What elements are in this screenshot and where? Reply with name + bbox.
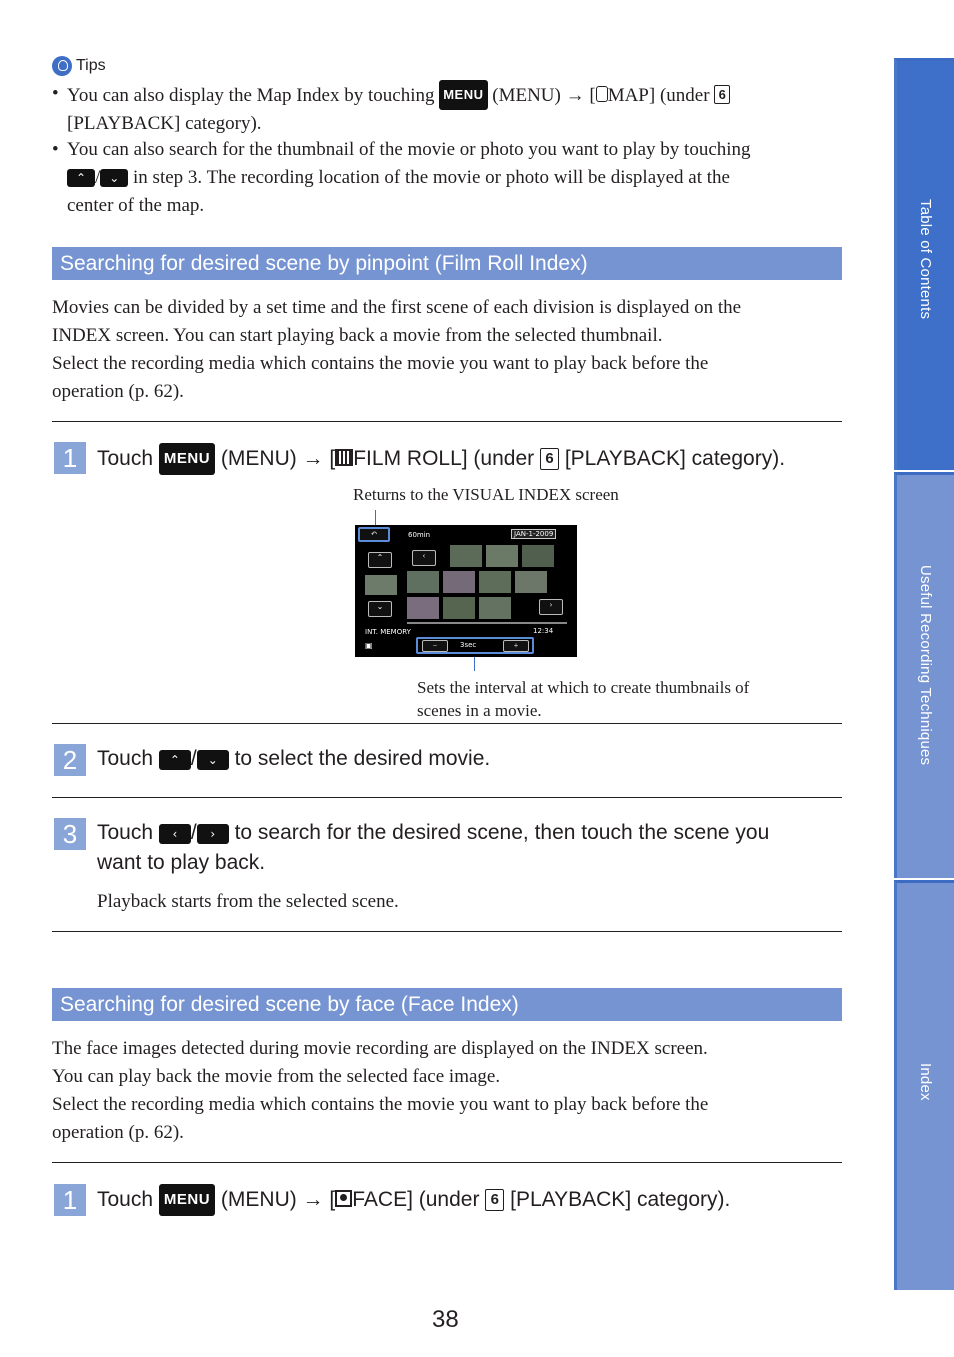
increase-interval-button[interactable]: + — [503, 640, 529, 652]
callout-interval — [417, 676, 817, 722]
tab-label: Table of Contents — [917, 199, 934, 320]
thumbnail[interactable] — [515, 571, 547, 593]
step-text: FACE] (under — [352, 1188, 480, 1211]
thumbnail[interactable] — [522, 545, 554, 567]
film-roll-index-screen — [355, 525, 577, 657]
step-text: Touch — [97, 821, 154, 844]
tab-label: Index — [917, 1063, 934, 1101]
left-arrow-icon: ‹ — [159, 824, 191, 844]
menu-button-icon: MENU — [159, 1184, 215, 1216]
scroll-up-button[interactable]: ⌃ — [368, 552, 392, 568]
step-text: [PLAYBACK] category). — [510, 1188, 731, 1211]
category-6-icon: 6 — [485, 1189, 504, 1211]
section-title-film-roll: Searching for desired scene by pinpoint (Film Roll Index) — [52, 247, 842, 280]
map-icon — [596, 86, 608, 102]
thumbnail[interactable] — [479, 571, 511, 593]
tip-text: (MENU) → [ — [492, 85, 596, 106]
face-step-1-text — [97, 1184, 730, 1216]
paragraph-line: You can play back the movie from the selected face image. — [52, 1066, 501, 1087]
step-text: FILM ROLL] (under — [353, 447, 535, 470]
section2-intro — [52, 1035, 842, 1147]
tips-label: Tips — [76, 57, 106, 75]
step-text: Touch — [97, 447, 154, 470]
step-text: to search for the desired scene, then touch the scene you — [234, 821, 770, 844]
thumbnail[interactable] — [407, 597, 439, 619]
tip-bullet-1: • You can also display the Map Index by touching MENU (MENU) → [ MAP] (under 6 [PLAYBACK] category). — [52, 80, 832, 138]
tip-bullet-2: • You can also search for the thumbnail of the movie or photo you want to play by touching ⌃ / ⌄ in step 3. The recording location of the movie or photo will be displayed at the center of the map. — [52, 139, 751, 216]
film-roll-icon — [335, 449, 353, 466]
step-3-text: Touch ‹ / › to search for the desired scene, then touch the scene you want to play back. — [97, 821, 770, 874]
scroll-bar[interactable] — [407, 622, 567, 624]
return-button[interactable]: ↶ — [358, 527, 390, 542]
decrease-interval-button[interactable]: − — [422, 640, 448, 652]
paragraph-line: Select the recording media which contains the movie you want to play back before the — [52, 353, 709, 374]
page-number: 38 — [432, 1306, 459, 1333]
section-title-face-index: Searching for desired scene by face (Face Index) — [52, 988, 842, 1021]
tab-useful-recording-techniques[interactable] — [894, 472, 954, 878]
divider — [52, 1162, 842, 1163]
callout-line — [474, 657, 475, 671]
next-button[interactable]: › — [539, 599, 563, 615]
step-text: to select the desired movie. — [234, 747, 491, 770]
paragraph-line: operation (p. 62). — [52, 381, 184, 402]
step-number-1: 1 — [54, 1184, 86, 1216]
tab-label: Useful Recording Techniques — [917, 565, 934, 766]
tip-text: MAP] (under — [607, 85, 710, 106]
step-text: [PLAYBACK] category). — [564, 447, 786, 470]
step-text: (MENU) → [ — [220, 1188, 336, 1211]
tip-text: in step 3. The recording location of the movie or photo will be displayed at the — [133, 167, 730, 188]
tip-text: You can also display the Map Index by touching — [67, 85, 435, 106]
step-3-note: Playback starts from the selected scene. — [97, 891, 399, 912]
thumbnail[interactable] — [479, 597, 511, 619]
interval-value: 3sec — [460, 641, 477, 649]
lightbulb-icon — [52, 56, 72, 76]
up-arrow-icon: ⌃ — [67, 169, 95, 187]
step-text: Touch — [97, 1188, 154, 1211]
menu-button-icon: MENU — [159, 443, 215, 475]
step-number-3: 3 — [54, 818, 86, 850]
tips-heading — [52, 56, 106, 76]
tab-table-of-contents[interactable] — [894, 58, 954, 470]
callout-return-visual-index: Returns to the VISUAL INDEX screen — [353, 485, 619, 504]
tip-text: [PLAYBACK] category). — [67, 113, 262, 134]
callout-text: scenes in a movie. — [417, 701, 542, 720]
right-arrow-icon: › — [197, 824, 229, 844]
thumbnail[interactable] — [365, 575, 397, 595]
index-mode-icon: ▣ — [365, 641, 373, 650]
screen-media: INT. MEMORY — [365, 628, 411, 636]
interval-control — [416, 637, 534, 654]
screen-time: 12:34 — [533, 627, 554, 635]
thumbnail[interactable] — [486, 545, 518, 567]
step-1-text — [97, 443, 785, 475]
section1-intro — [52, 294, 842, 406]
paragraph-line: The face images detected during movie recording are displayed on the INDEX screen. — [52, 1038, 708, 1059]
paragraph-line: INDEX screen. You can start playing back a movie from the selected thumbnail. — [52, 325, 663, 346]
screen-date: JAN-1-2009 — [511, 529, 556, 539]
tip-text: You can also search for the thumbnail of the movie or photo you want to play by touching — [67, 139, 751, 160]
menu-button-icon: MENU — [439, 80, 487, 110]
down-arrow-icon: ⌄ — [197, 750, 229, 770]
step-text: want to play back. — [97, 851, 266, 874]
scroll-down-button[interactable]: ⌄ — [368, 601, 392, 617]
divider — [52, 723, 842, 724]
paragraph-line: operation (p. 62). — [52, 1122, 184, 1143]
face-icon — [335, 1190, 352, 1207]
paragraph-line: Select the recording media which contains the movie you want to play back before the — [52, 1094, 709, 1115]
thumbnail[interactable] — [443, 571, 475, 593]
divider — [52, 797, 842, 798]
prev-button[interactable]: ‹ — [412, 550, 436, 566]
category-6-icon: 6 — [540, 448, 559, 470]
step-text: (MENU) → [ — [220, 447, 336, 470]
callout-text: Sets the interval at which to create thumbnails of — [417, 678, 750, 697]
step-number-2: 2 — [54, 744, 86, 776]
divider — [52, 931, 842, 932]
down-arrow-icon: ⌄ — [100, 169, 128, 187]
screen-duration: 60min — [408, 531, 431, 539]
thumbnail[interactable] — [450, 545, 482, 567]
step-2-text: Touch ⌃ / ⌄ to select the desired movie. — [97, 747, 491, 770]
up-arrow-icon: ⌃ — [159, 750, 191, 770]
category-6-icon: 6 — [714, 85, 730, 104]
thumbnail[interactable] — [407, 571, 439, 593]
paragraph-line: Movies can be divided by a set time and the first scene of each division is displayed on the — [52, 297, 742, 318]
thumbnail[interactable] — [443, 597, 475, 619]
tip-text: center of the map. — [67, 195, 205, 216]
step-number-1: 1 — [54, 442, 86, 474]
tab-index[interactable] — [894, 880, 954, 1290]
step-text: Touch — [97, 747, 154, 770]
divider — [52, 421, 842, 422]
